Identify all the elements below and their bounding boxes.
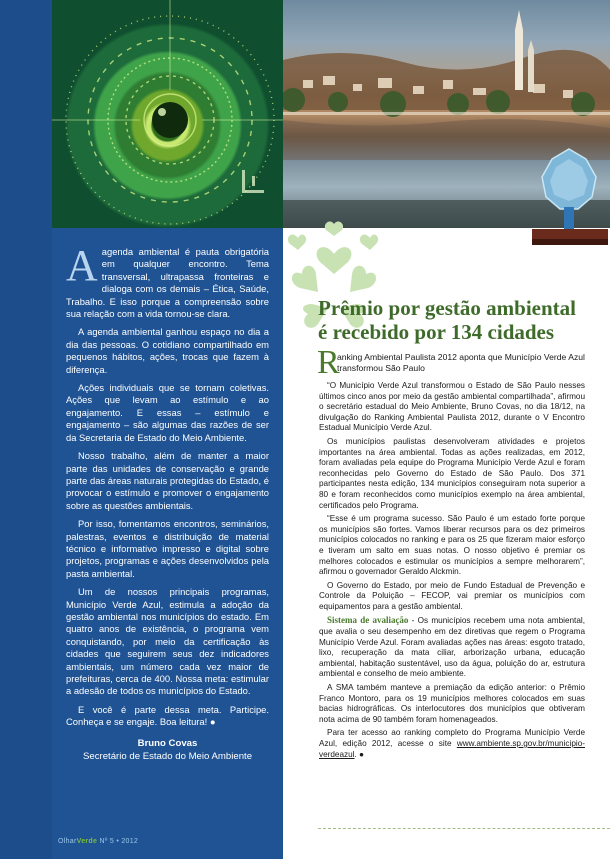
magazine-name-b: Verde [76, 838, 98, 845]
magazine-issue: Nº 5 • 2012 [99, 838, 139, 845]
article-paragraph: Os municípios paulistas desenvolveram atividades e projetos importantes na área ambiental. Todas as ações realizadas, em 2012, foram avaliadas pela equipe do Programa Município Verde Azul e foram reconhecidas pelo Governo do Estado de São Paulo. Dos 371 participantes nesta edição, 134 municípios conseguiram nota superior a 80 e foram reconhecidos como municípios exemplo na área ambiental, certificados pelo Programa. [319, 436, 585, 510]
editorial-paragraph: A agenda ambiental ganhou espaço no dia a dia das pessoas. O cotidiano compartilhado em pequenos hábitos, ações, trocas que fazem à diferença. [66, 326, 269, 375]
article-paragraph: “Esse é um programa sucesso. São Paulo é um estado forte porque os municípios são fortes. Vamos liberar recursos para os dez primeiros municípios colocados no ranking e para os 25 que fizeram maior esforço e tiveram um salto em suas notas. O nosso objetivo é premiar os melhores colocados e estimular os municípios a sempre melhorarem”, afirmou o governador Geraldo Alckmin. [319, 514, 585, 577]
magazine-footer [58, 838, 138, 845]
signature-block [66, 737, 269, 763]
article-paragraph: A SMA também manteve a premiação da edição anterior: o Prêmio Franco Montoro, para os 19 municípios melhores colocados em suas bacias hidrográficas. Os interlocutores dos municípios que obtiveram nota acima de 90 também foram homenageados. [319, 683, 585, 724]
editorial-paragraph: Ações individuais que se tornam coletivas. Ações que levam ao estímulo e ao engajamento. E essas – estímulo e engajamento – são algumas das razões de ser da Secretaria de Estado do Meio Ambiente. [66, 382, 269, 443]
signature-name: Bruno Covas [137, 737, 198, 749]
article-paragraph-text: - Os municípios recebem uma nota ambiental, que avalia o seu desempenho em dez diretivas que regem o Programa Município Verde Azul. Foram avaliadas ações nas áreas: esgoto tratado, lixo, recuperação da mata ciliar, arborização urbana, educação ambiental, habitação sustentável, uso da água, poluição do ar, estrutura ambiental e conselho de meio ambiente. [319, 616, 585, 679]
trophy-icon [530, 145, 608, 245]
article-paragraph-end: . ● [354, 749, 365, 759]
program-link[interactable]: www.ambiente.sp.gov.br/municipio-verdeazul [319, 739, 585, 759]
green-eye-photo [52, 0, 283, 228]
article-paragraph [319, 615, 585, 680]
trophy-image [530, 145, 608, 245]
article-paragraph: O Governo do Estado, por meio de Fundo Estadual de Prevenção e Controle da Poluição – FECOP, vai premiar os municípios com equipamentos para a gestão ambiental. [319, 580, 585, 611]
article-headline: Prêmio por gestão ambiental é recebido por 134 cidades [318, 296, 576, 344]
article-paragraph [319, 728, 585, 760]
editorial-paragraph: Um de nossos principais programas, Município Verde Azul, estimula a adoção da gestão ambiental nos municípios do estado. Em quatro anos de existência, o programa vem conquistando, por meio da certificação às cidades que seguirem seus dez indicadores ambientais, um número cada vez maior de prefeituras, cerca de 400. Nossa meta: estimular a adesão de todos os municípios do Estado. [66, 586, 269, 697]
magazine-name-a: Olhar [58, 838, 77, 845]
article-subhead: Sistema de avaliação [327, 615, 409, 626]
article-intro [317, 344, 585, 381]
editorial-paragraph: Por isso, fomentamos encontros, seminários, palestras, eventos e distribuição de material técnico e informativo impresso e digital sobre projetos, programas e ações desenvolvidos pela pasta ambiental. [66, 518, 269, 579]
eye-illustration-icon [52, 0, 283, 228]
editorial-paragraph [66, 241, 269, 320]
editorial-paragraph: Nosso trabalho, além de manter a maior parte das unidades de conservação e grande parte das áreas naturais protegidas do Estado, é provocar o estímulo e promover o engajamento sobre as questões ambientais. [66, 450, 269, 511]
article-body [317, 344, 585, 763]
editorial-dropcap: A [66, 241, 98, 290]
editorial-paragraph: E você é parte dessa meta. Participe. Conheça e se engaje. Boa leitura! ● [66, 703, 269, 728]
editorial-column [52, 228, 283, 763]
bottom-divider [318, 828, 610, 829]
editorial-paragraph-text: agenda ambiental é pauta obrigatória em qualquer encontro. Tema transversal, ultrapassa fronteiras e dialoga com os demais – Ética, Saúde, Trabalho. E isso porque a compreensão sobre sua relação com a vida tornou-se clara. [66, 246, 269, 320]
article-dropcap: R [317, 344, 340, 381]
article-intro-text: anking Ambiental Paulista 2012 aponta que Município Verde Azul transformou São Paulo [337, 352, 585, 373]
signature-title: Secretário de Estado do Meio Ambiente [82, 750, 253, 762]
article-paragraph: “O Município Verde Azul transformou o Estado de São Paulo nesses últimos cinco anos por meio da gestão ambiental compartilhada”, afirmou o secretário estadual do Meio Ambiente, Bruno Covas, no dia 18/12, na divulgação do Ranking Ambiental Paulista 2012, durante o V Encontro Estadual Município Verde Azul. [319, 381, 585, 433]
article-paragraph-text: Para ter acesso ao ranking completo do Programa Município Verde Azul, edição 2012, acesse o site [319, 728, 585, 748]
